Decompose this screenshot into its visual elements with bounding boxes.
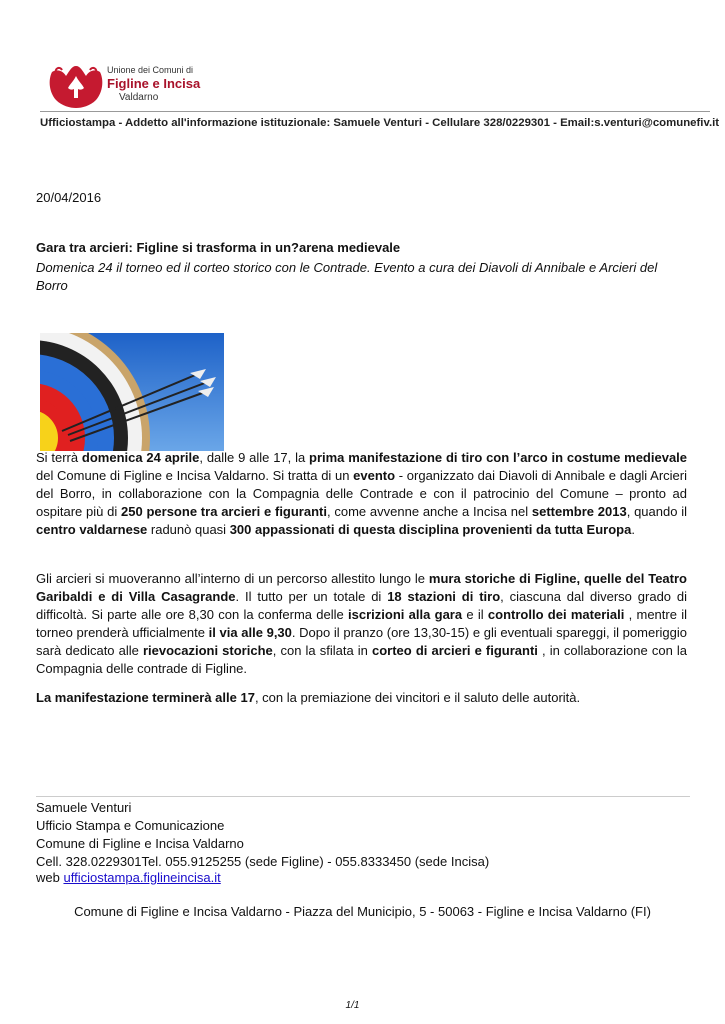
signature-web-label: web <box>36 870 64 885</box>
article-title: Gara tra arcieri: Figline si trasforma in un?arena medievale <box>36 240 401 255</box>
logo-text <box>107 66 200 103</box>
text-run: . <box>631 522 635 537</box>
logo-line-2: Figline e Incisa <box>107 75 201 91</box>
text-run: controllo dei materiali <box>487 607 625 622</box>
signature-divider <box>36 796 690 797</box>
text-run: il via alle 9,30 <box>208 625 292 640</box>
paragraph-1 <box>36 449 687 539</box>
text-run: del Comune di Figline e Incisa Valdarno. Si tratta di un <box>36 468 354 483</box>
text-run: e il <box>462 607 488 622</box>
signature-phones: Cell. 328.0229301Tel. 055.9125255 (sede Figline) - 055.8333450 (sede Incisa) <box>36 854 490 869</box>
text-run: Gli arcieri si muoveranno all’interno di un percorso allestito lungo le <box>36 571 429 586</box>
paragraph-3 <box>36 689 687 707</box>
text-run: . Il tutto per un totale di <box>235 589 388 604</box>
text-run: 18 stazioni di tiro <box>387 589 501 604</box>
text-run: radunò quasi <box>147 522 230 537</box>
signature-office: Ufficio Stampa e Comunicazione <box>36 818 225 833</box>
text-run: mura storiche di Figline, quelle del Teatro Garibaldi e di Villa Casagrande <box>36 571 687 604</box>
text-run: - organizzato dai Diavoli di Annibale e dagli Arcieri del Borro, in collaborazione con la Compagnia delle Contrade e con il patrocinio del Comune – pronto ad ospitare più di <box>36 468 688 519</box>
header-divider <box>40 111 710 112</box>
text-run: , con la premiazione dei vincitori e il saluto delle autorità. <box>254 690 581 705</box>
text-run: 250 persone tra arcieri e figuranti <box>121 504 327 519</box>
logo-line-1: Unione dei Comuni di <box>107 65 194 75</box>
article-date: 20/04/2016 <box>36 190 102 205</box>
text-run: , ciascuna dal diverso grado di difficoltà. Si parte alle ore 8,30 con la conferma delle <box>36 589 688 622</box>
text-run: evento <box>353 468 396 483</box>
logo-line-3: Valdarno <box>119 92 159 104</box>
text-run: corteo di arcieri e figuranti <box>372 643 538 658</box>
text-run: , dalle 9 alle 17, la <box>199 450 310 465</box>
text-run: Si terrà <box>36 450 82 465</box>
text-run: , mentre il torneo prenderà ufficialmente <box>36 607 688 640</box>
text-run: . Dopo il pranzo (ore 13,30-15) e gli eventuali spareggi, il pomeriggio sarà dedicato alle <box>36 625 687 658</box>
page-number: 1/1 <box>345 1000 360 1011</box>
text-run: rievocazioni storiche <box>142 643 273 658</box>
text-run: domenica 24 aprile <box>81 450 200 465</box>
signature-name: Samuele Venturi <box>36 800 132 815</box>
text-run: , in collaborazione con la Compagnia delle contrade di Figline. <box>36 643 688 676</box>
text-run: , quando il <box>626 504 687 519</box>
text-run: centro valdarnese <box>36 522 148 537</box>
text-run: iscrizioni alla gara <box>348 607 463 622</box>
archery-target-photo <box>40 333 224 451</box>
contact-bar: Ufficiostampa - Addetto all'informazione istituzionale: Samuele Venturi - Cellulare 328/0229301 - Email:s.venturi@comunefiv.it <box>40 117 720 129</box>
article-subtitle: Domenica 24 il torneo ed il corteo storico con le Contrade. Evento a cura dei Diavoli di Annibale e Arcieri del Borro <box>36 260 658 293</box>
web-link[interactable]: ufficiostampa.figlineincisa.it <box>63 870 221 885</box>
text-run: 300 appassionati di questa disciplina provenienti da tutta Europa <box>229 522 632 537</box>
text-run: prima manifestazione di tiro con l’arco in costume medievale <box>309 450 688 465</box>
footer-address: Comune di Figline e Incisa Valdarno - Piazza del Municipio, 5 - 50063 - Figline e Incisa Valdarno (FI) <box>74 904 651 919</box>
text-run: , come avvenne anche a Incisa nel <box>326 504 532 519</box>
text-run: La manifestazione terminerà alle 17 <box>36 690 255 705</box>
signature-entity: Comune di Figline e Incisa Valdarno <box>36 836 244 851</box>
paragraph-2 <box>36 570 687 678</box>
text-run: settembre 2013 <box>531 504 627 519</box>
lion-crest-icon <box>46 62 106 112</box>
text-run: , con la sfilata in <box>272 643 372 658</box>
signature-web <box>36 869 221 887</box>
